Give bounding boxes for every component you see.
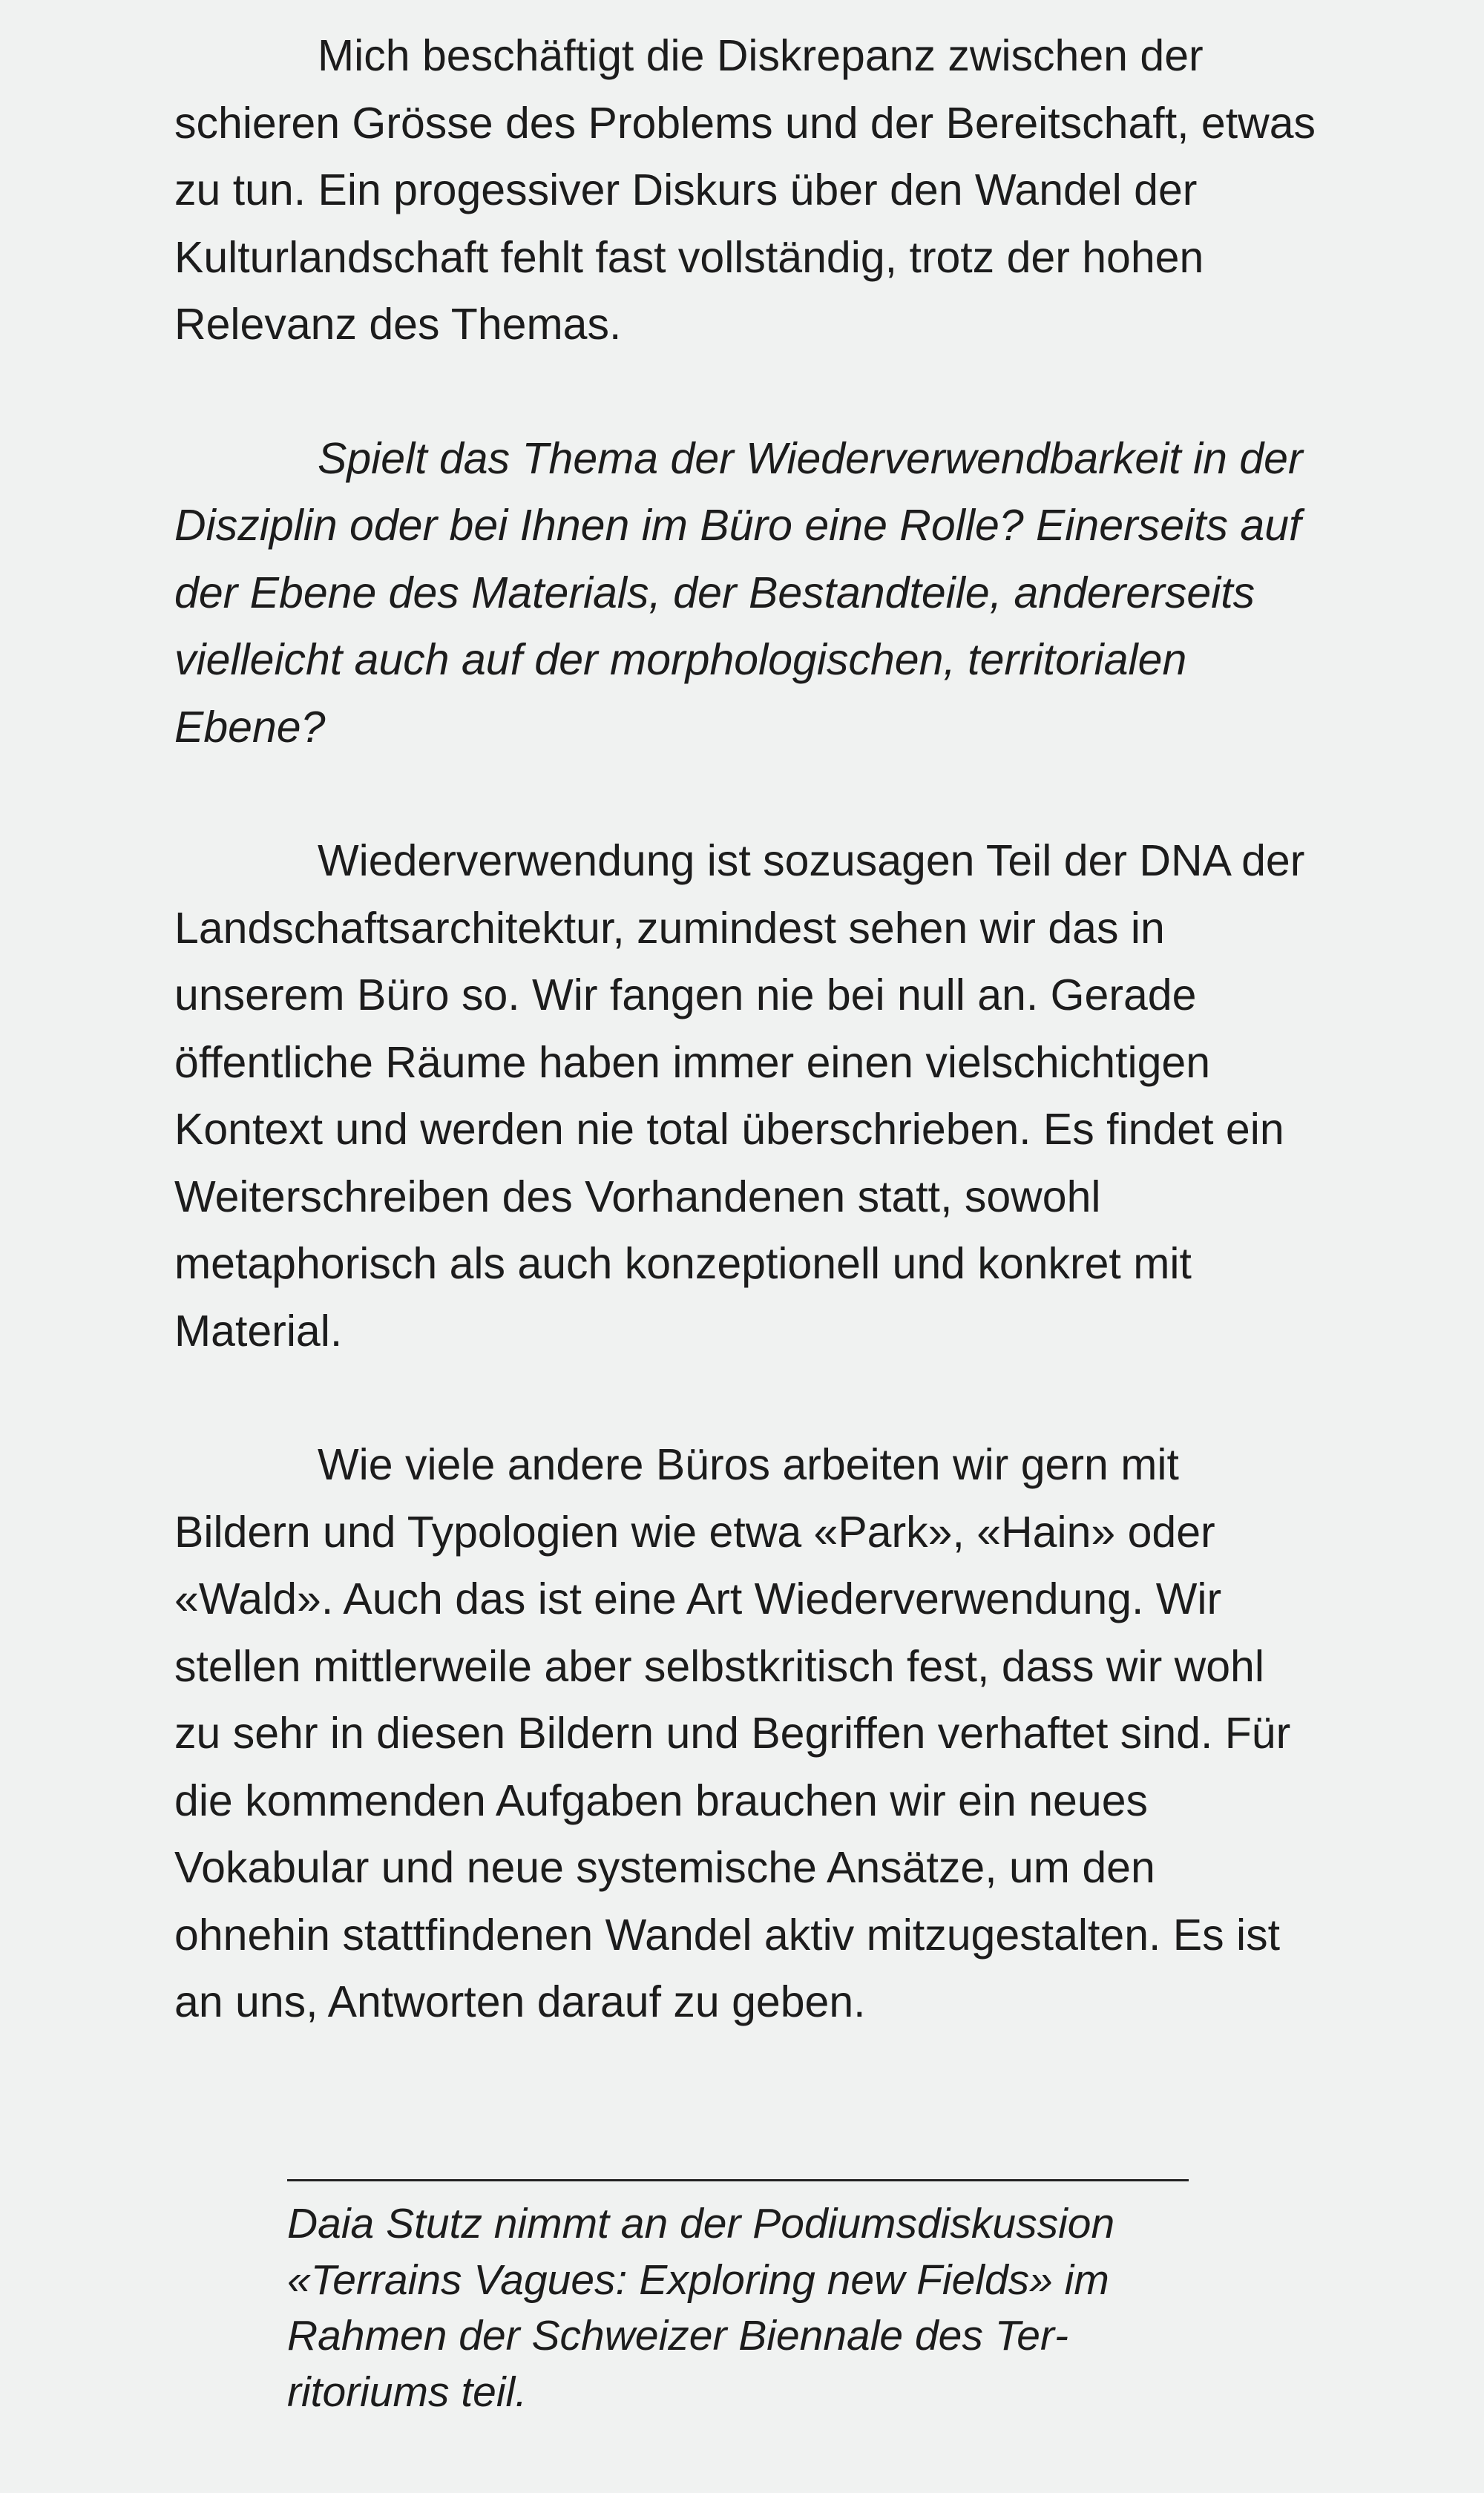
answer-paragraph: Mich beschäftigt die Diskrepanz zwischen der schieren Grösse des Problems und der Bereitschaft, etwas zu tun. Ein progessiver Diskurs über den Wandel der Kulturlandschaft fehlt fast vollständig, trotz der hohen Relevanz des Themas. — [174, 31, 1316, 349]
answer-paragraph: Wie viele andere Büros arbeiten wir gern mit Bildern und Typologien wie etwa «Park», «Hain» oder «Wald». Auch das ist eine Art Wiederverwendung. Wir stellen mittlerweile aber selbstkritisch fest, dass wir wohl zu sehr in diesen Bildern und Begriffen verhaftet sind. Für die kommenden Aufgaben brauchen wir ein neues Vokabular und neue systemische Ansätze, um den ohnehin stattfindenen Wandel aktiv mitzugestalten. Es ist an uns, Antworten darauf zu geben. — [174, 1440, 1291, 2026]
question-paragraph: Spielt das Thema der Wiederverwendbarkeit in der Disziplin oder bei Ihnen im Büro eine Rolle? Einerseits auf der Ebene des Materials, der Bestandteile, andererseits vielleicht auch auf der morphologischen, territorialen Ebene? — [174, 433, 1303, 752]
answer-paragraph: Wiederverwendung ist sozusagen Teil der DNA der Landschaftsarchitektur, zumindest sehen wir das in unserem Büro so. Wir fangen nie bei null an. Gerade öffentliche Räume haben immer einen vielschichtigen Kontext und werden nie total überschrieben. Es findet ein Weiterschreiben des Vorhandenen statt, sowohl metaphorisch als auch konzeptionell und konkret mit Material. — [174, 836, 1305, 1356]
footnote-divider — [287, 2179, 1189, 2181]
article-body — [174, 22, 1317, 2036]
footnote — [287, 2179, 1189, 2420]
footnote-text: Daia Stutz nimmt an der Podiumsdiskussion «Terrains Vagues: Exploring new Fields» im Rahmen der Schweizer Biennale des Territoriums teil. — [287, 2200, 1115, 2416]
